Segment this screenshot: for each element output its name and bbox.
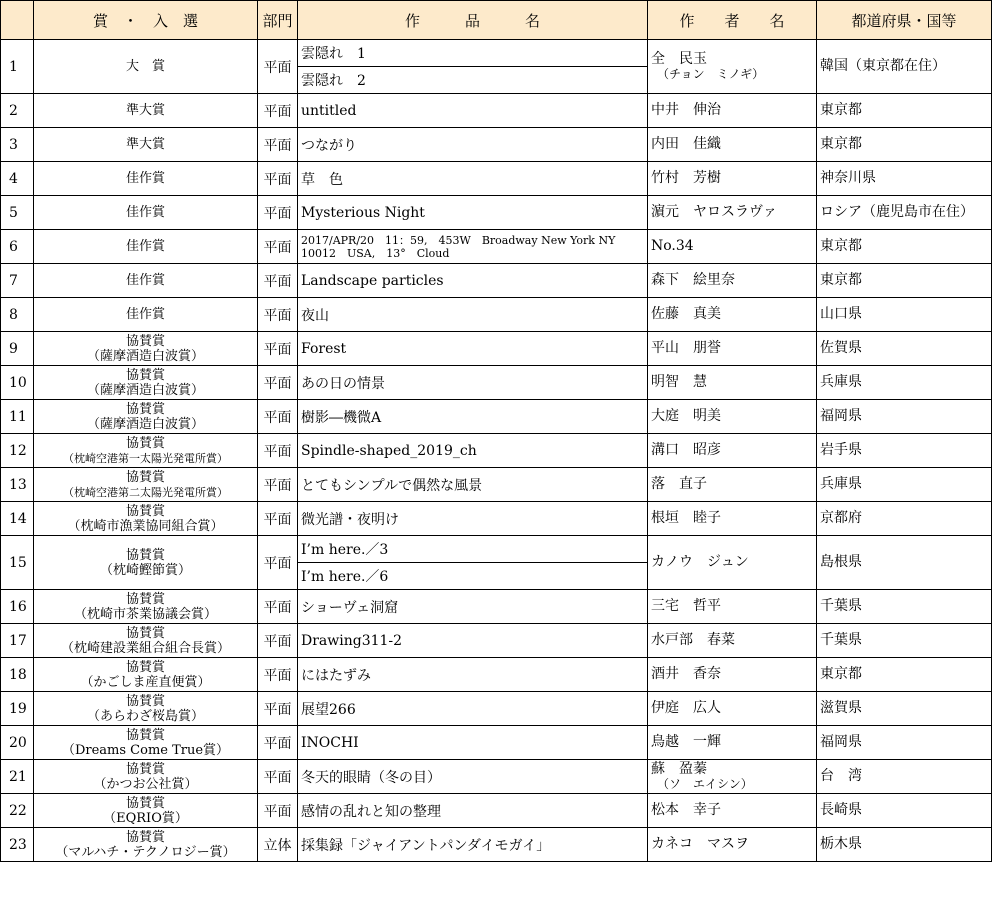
- category-cell: 平面: [258, 366, 298, 400]
- author-name: 平山 朋誉: [651, 340, 721, 356]
- work-title: 展望266: [298, 692, 648, 726]
- region-cell: 東京都: [817, 264, 992, 298]
- author-name: 溝口 昭彦: [651, 442, 721, 458]
- author-name: 根垣 睦子: [651, 510, 721, 526]
- work-title: 樹影―機微A: [298, 400, 648, 434]
- region-cell: 神奈川県: [817, 162, 992, 196]
- header-author: 作 者 名: [648, 1, 817, 40]
- region-cell: 東京都: [817, 658, 992, 692]
- table-row: [1, 94, 992, 128]
- category-cell: 平面: [258, 590, 298, 624]
- work-title: Spindle-shaped_2019_ch: [298, 434, 648, 468]
- category-cell: 平面: [258, 468, 298, 502]
- table-header: [1, 1, 992, 40]
- table-row: [1, 502, 992, 536]
- table-row: [1, 230, 992, 264]
- entry-number: 9: [1, 332, 34, 366]
- award-name: 佳作賞: [125, 273, 165, 288]
- author-cell: [648, 94, 817, 128]
- award-sponsor: （マルハチ・テクノロジー賞）: [55, 844, 236, 860]
- award-cell: [34, 332, 258, 366]
- award-cell: [34, 366, 258, 400]
- award-sponsor: （あらわざ桜島賞）: [86, 708, 204, 724]
- category-cell: 平面: [258, 162, 298, 196]
- award-name: 佳作賞: [125, 307, 165, 322]
- category-cell: 平面: [258, 94, 298, 128]
- entry-number: 21: [1, 760, 34, 794]
- work-title: にはたずみ: [298, 658, 648, 692]
- award-sponsor: （枕崎空港第一太陽光発電所賞）: [63, 451, 228, 465]
- award-name: 協賛賞: [125, 693, 165, 709]
- award-name: 準大賞: [125, 103, 165, 118]
- region-cell: 岩手県: [817, 434, 992, 468]
- entry-number: 17: [1, 624, 34, 658]
- region-cell: 東京都: [817, 128, 992, 162]
- region-cell: 兵庫県: [817, 366, 992, 400]
- award-sponsor: （かごしま産直便賞）: [80, 674, 211, 690]
- award-name: 大 賞: [125, 59, 165, 74]
- category-cell: 平面: [258, 624, 298, 658]
- author-name: 中井 伸治: [651, 102, 721, 118]
- region-cell: 栃木県: [817, 828, 992, 862]
- region-cell: 台 湾: [817, 760, 992, 794]
- work-title: Drawing311-2: [298, 624, 648, 658]
- author-name: 松本 幸子: [651, 802, 721, 818]
- author-cell: [648, 624, 817, 658]
- entry-number: 23: [1, 828, 34, 862]
- category-cell: 立体: [258, 828, 298, 862]
- entry-number: 8: [1, 298, 34, 332]
- author-cell: [648, 536, 817, 590]
- author-name: カネコ マスヲ: [651, 836, 749, 852]
- award-sponsor: （枕崎建設業組合組合長賞）: [60, 640, 230, 656]
- author-cell: [648, 230, 817, 264]
- award-cell: [34, 94, 258, 128]
- entry-number: 22: [1, 794, 34, 828]
- region-cell: 滋賀県: [817, 692, 992, 726]
- award-cell: [34, 162, 258, 196]
- table-row: [1, 658, 992, 692]
- work-title: I’m here.／3: [298, 536, 648, 563]
- region-cell: ロシア（鹿児島市在住）: [817, 196, 992, 230]
- region-cell: 佐賀県: [817, 332, 992, 366]
- table-row: [1, 298, 992, 332]
- category-cell: 平面: [258, 502, 298, 536]
- work-title: 草 色: [298, 162, 648, 196]
- author-cell: [648, 692, 817, 726]
- table-body: [1, 40, 992, 862]
- award-cell: [34, 264, 258, 298]
- region-cell: 島根県: [817, 536, 992, 590]
- author-cell: [648, 434, 817, 468]
- category-cell: 平面: [258, 298, 298, 332]
- award-sponsor: （枕崎空港第二太陽光発電所賞）: [63, 485, 228, 499]
- award-name: 協賛賞: [125, 625, 165, 641]
- category-cell: 平面: [258, 40, 298, 94]
- region-cell: 京都府: [817, 502, 992, 536]
- author-cell: [648, 264, 817, 298]
- table-row: [1, 400, 992, 434]
- author-name: 三宅 哲平: [651, 598, 721, 614]
- award-name: 協賛賞: [125, 333, 165, 349]
- work-title: 雲隠れ 2: [298, 67, 648, 94]
- category-cell: 平面: [258, 128, 298, 162]
- award-name: 協賛賞: [125, 591, 165, 607]
- award-name: 準大賞: [125, 137, 165, 152]
- award-cell: [34, 196, 258, 230]
- author-cell: [648, 502, 817, 536]
- work-title: Mysterious Night: [298, 196, 648, 230]
- header-category: 部門: [258, 1, 298, 40]
- table-row: [1, 196, 992, 230]
- award-name: 協賛賞: [125, 547, 165, 563]
- table-row: [1, 332, 992, 366]
- author-name: カノウ ジュン: [651, 554, 749, 570]
- award-name: 協賛賞: [125, 469, 165, 485]
- category-cell: 平面: [258, 434, 298, 468]
- table-row: [1, 760, 992, 794]
- author-name: 酒井 香奈: [651, 666, 721, 682]
- category-cell: 平面: [258, 726, 298, 760]
- work-title: Landscape particles: [298, 264, 648, 298]
- table-row: [1, 624, 992, 658]
- entry-number: 6: [1, 230, 34, 264]
- author-cell: [648, 40, 817, 94]
- table-row: [1, 794, 992, 828]
- work-title: つながり: [298, 128, 648, 162]
- table-row: [1, 128, 992, 162]
- region-cell: 千葉県: [817, 624, 992, 658]
- entry-number: 7: [1, 264, 34, 298]
- entry-number: 1: [1, 40, 34, 94]
- author-cell: [648, 128, 817, 162]
- award-sponsor: （薩摩酒造白波賞）: [86, 382, 204, 398]
- entry-number: 3: [1, 128, 34, 162]
- award-sponsor: （枕崎鰹節賞）: [99, 562, 191, 578]
- author-reading: （チョン ミノギ）: [657, 66, 765, 81]
- entry-number: 10: [1, 366, 34, 400]
- work-title: あの日の情景: [298, 366, 648, 400]
- author-name: 竹村 芳樹: [651, 170, 721, 186]
- category-cell: 平面: [258, 196, 298, 230]
- entry-number: 13: [1, 468, 34, 502]
- work-title: 2017/APR/20 11：59, 453W Broadway New York NY 10012 USA, 13° Cloud: [298, 230, 648, 264]
- award-name: 協賛賞: [125, 795, 165, 811]
- award-sponsor: （Dreams Come True賞）: [61, 742, 230, 758]
- award-name: 協賛賞: [125, 761, 165, 777]
- work-title: 雲隠れ 1: [298, 40, 648, 67]
- award-name: 佳作賞: [125, 239, 165, 254]
- table-row: [1, 264, 992, 298]
- award-name: 協賛賞: [125, 401, 165, 417]
- award-cell: [34, 128, 258, 162]
- work-title: 冬天的眼睛（冬の目）: [298, 760, 648, 794]
- table-row: [1, 590, 992, 624]
- author-cell: [648, 400, 817, 434]
- award-cell: [34, 298, 258, 332]
- category-cell: 平面: [258, 760, 298, 794]
- award-cell: [34, 692, 258, 726]
- work-title: INOCHI: [298, 726, 648, 760]
- author-name: 明智 慧: [651, 374, 707, 390]
- table-row: [1, 468, 992, 502]
- award-sponsor: （薩摩酒造白波賞）: [86, 416, 204, 432]
- work-title: とてもシンプルで偶然な風景: [298, 468, 648, 502]
- table-row: [1, 828, 992, 862]
- category-cell: 平面: [258, 264, 298, 298]
- region-cell: 山口県: [817, 298, 992, 332]
- entry-number: 15: [1, 536, 34, 590]
- award-sponsor: （枕崎市茶業協議会賞）: [73, 606, 217, 622]
- entry-number: 20: [1, 726, 34, 760]
- entry-number: 19: [1, 692, 34, 726]
- author-name: 全 民玉: [651, 50, 707, 67]
- author-cell: [648, 726, 817, 760]
- award-cell: [34, 40, 258, 94]
- author-cell: [648, 332, 817, 366]
- entry-number: 4: [1, 162, 34, 196]
- entry-number: 11: [1, 400, 34, 434]
- category-cell: 平面: [258, 332, 298, 366]
- author-name: 大庭 明美: [651, 408, 721, 424]
- category-cell: 平面: [258, 658, 298, 692]
- author-reading: （ソ エイシン）: [657, 776, 753, 791]
- award-name: 協賛賞: [125, 829, 165, 845]
- table-row: [1, 162, 992, 196]
- award-cell: [34, 230, 258, 264]
- award-sponsor: （枕崎市漁業協同組合賞）: [67, 518, 224, 534]
- award-cell: [34, 468, 258, 502]
- work-title: untitled: [298, 94, 648, 128]
- author-name: 水戸部 春菜: [651, 632, 735, 648]
- region-cell: 韓国（東京都在住）: [817, 40, 992, 94]
- entry-number: 12: [1, 434, 34, 468]
- author-name: 佐藤 真美: [651, 306, 721, 322]
- award-cell: [34, 434, 258, 468]
- award-cell: [34, 502, 258, 536]
- author-cell: [648, 794, 817, 828]
- entry-number: 18: [1, 658, 34, 692]
- author-cell: [648, 590, 817, 624]
- award-name: 協賛賞: [125, 435, 165, 451]
- region-cell: 長崎県: [817, 794, 992, 828]
- table-row: [1, 366, 992, 400]
- region-cell: 千葉県: [817, 590, 992, 624]
- work-title: 微光譜・夜明け: [298, 502, 648, 536]
- work-title: 感情の乱れと知の整理: [298, 794, 648, 828]
- award-name: 佳作賞: [125, 205, 165, 220]
- category-cell: 平面: [258, 692, 298, 726]
- author-name: No.34: [651, 238, 694, 254]
- entry-number: 14: [1, 502, 34, 536]
- author-cell: [648, 298, 817, 332]
- award-cell: [34, 590, 258, 624]
- region-cell: 福岡県: [817, 726, 992, 760]
- author-name: 蘇 盈蓁: [651, 760, 707, 777]
- author-cell: [648, 828, 817, 862]
- award-sponsor: （薩摩酒造白波賞）: [86, 348, 204, 364]
- author-name: 濵元 ヤロスラヴァ: [651, 204, 777, 220]
- table-row: [1, 536, 992, 563]
- award-name: 協賛賞: [125, 727, 165, 743]
- header-award: 賞 ・ 入 選: [34, 1, 258, 40]
- award-name: 協賛賞: [125, 659, 165, 675]
- award-cell: [34, 794, 258, 828]
- award-cell: [34, 624, 258, 658]
- region-cell: 兵庫県: [817, 468, 992, 502]
- region-cell: 東京都: [817, 230, 992, 264]
- region-cell: 東京都: [817, 94, 992, 128]
- author-cell: [648, 658, 817, 692]
- author-cell: [648, 196, 817, 230]
- table-row: [1, 692, 992, 726]
- category-cell: 平面: [258, 536, 298, 590]
- award-name: 協賛賞: [125, 367, 165, 383]
- author-name: 内田 佳織: [651, 136, 721, 152]
- author-name: 鳥越 一輝: [651, 734, 721, 750]
- award-cell: [34, 828, 258, 862]
- table-row: [1, 434, 992, 468]
- award-cell: [34, 536, 258, 590]
- author-cell: [648, 760, 817, 794]
- header-title: 作 品 名: [298, 1, 648, 40]
- author-cell: [648, 162, 817, 196]
- award-name: 協賛賞: [125, 503, 165, 519]
- entry-number: 5: [1, 196, 34, 230]
- award-name: 佳作賞: [125, 171, 165, 186]
- header-number: [1, 1, 34, 40]
- award-cell: [34, 658, 258, 692]
- work-title: 採集録「ジャイアントパンダイモガイ」: [298, 828, 648, 862]
- category-cell: 平面: [258, 400, 298, 434]
- award-sponsor: （かつお公社賞）: [93, 776, 198, 792]
- table-row: [1, 40, 992, 67]
- author-name: 落 直子: [651, 476, 707, 492]
- author-name: 伊庭 広人: [651, 700, 721, 716]
- region-cell: 福岡県: [817, 400, 992, 434]
- author-name: 森下 絵里奈: [651, 272, 735, 288]
- work-title: 夜山: [298, 298, 648, 332]
- award-sponsor: （EQRIO賞）: [103, 810, 188, 826]
- award-cell: [34, 760, 258, 794]
- table-row: [1, 726, 992, 760]
- work-title: Forest: [298, 332, 648, 366]
- author-cell: [648, 468, 817, 502]
- header-region: 都道府県・国等: [817, 1, 992, 40]
- work-title: ショーヴェ洞窟: [298, 590, 648, 624]
- category-cell: 平面: [258, 794, 298, 828]
- award-cell: [34, 726, 258, 760]
- entry-number: 2: [1, 94, 34, 128]
- category-cell: 平面: [258, 230, 298, 264]
- author-cell: [648, 366, 817, 400]
- entry-number: 16: [1, 590, 34, 624]
- work-title: I’m here.／6: [298, 563, 648, 590]
- award-cell: [34, 400, 258, 434]
